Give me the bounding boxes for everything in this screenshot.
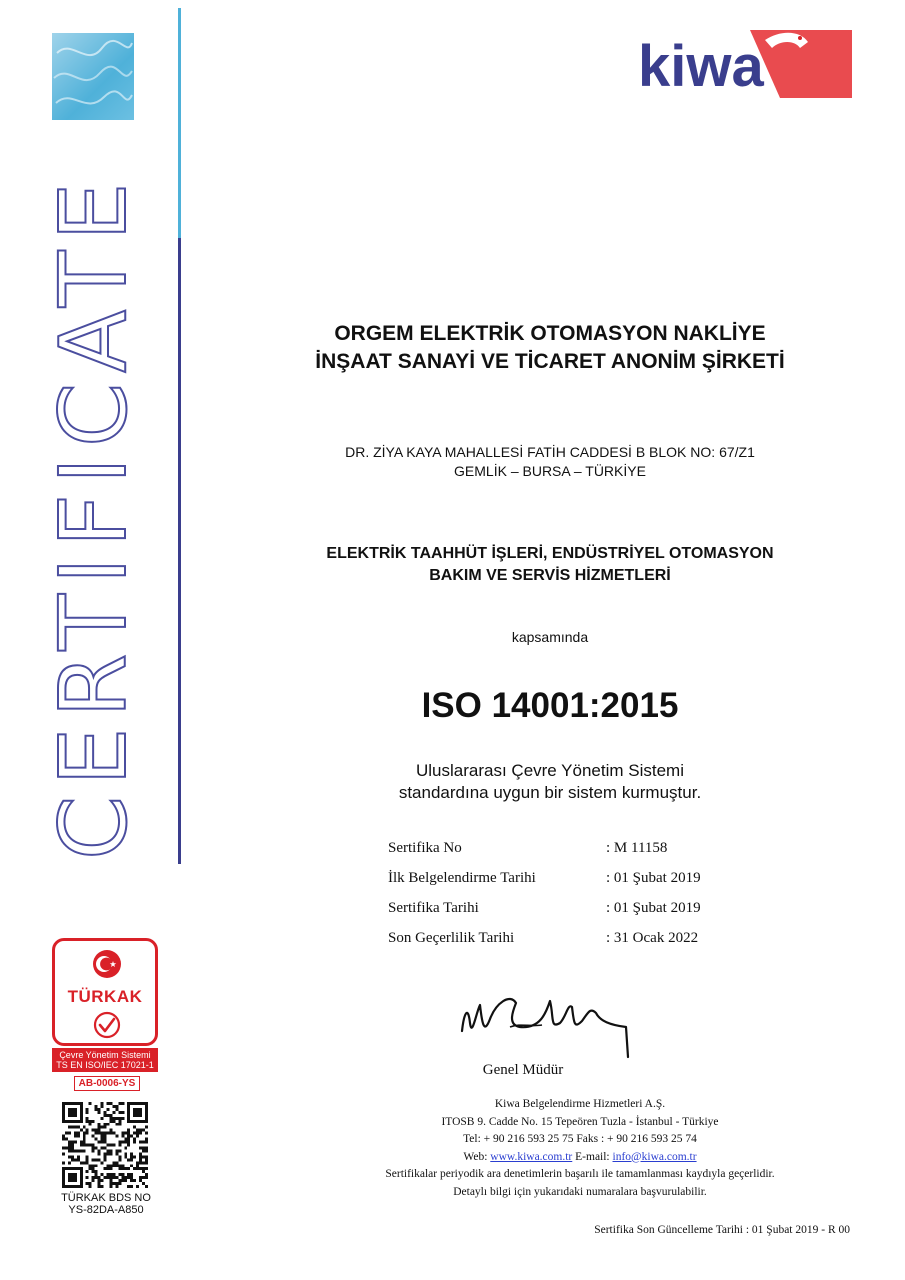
detail-value: : M 11158 — [606, 840, 668, 856]
qr-code-icon[interactable] — [62, 1102, 148, 1188]
signer-title: Genel Müdür — [482, 1062, 564, 1078]
detail-row-first-certification-date — [388, 870, 748, 890]
turkak-strip-line1: Çevre Yönetim Sistemi — [59, 1050, 151, 1060]
certificate-scope — [200, 543, 900, 587]
issuer-web-email — [300, 1149, 860, 1167]
detail-row-certificate-no — [388, 840, 748, 860]
issuer-note1: Sertifikalar periyodik ara denetimlerin başarılı ile tamamlanması kaydıyla geçerlidir. — [385, 1168, 775, 1180]
turkak-code: AB-0006-YS — [74, 1076, 140, 1091]
standard-desc-line1: Uluslararası Çevre Yönetim Sistemi — [416, 761, 684, 780]
kiwa-logo-text: kiwa — [638, 34, 764, 98]
email-link[interactable]: info@kiwa.com.tr — [612, 1150, 697, 1163]
address-line2: GEMLİK – BURSA – TÜRKİYE — [454, 463, 646, 479]
email-prefix: E-mail: — [575, 1150, 610, 1163]
issuer-note2: Detaylı bilgi için yukarıdaki numaralara başvurulabilir. — [453, 1185, 707, 1198]
turkak-strip-line2: TS EN ISO/IEC 17021-1 — [56, 1060, 154, 1070]
detail-value: : 01 Şubat 2019 — [606, 870, 701, 886]
scope-line1: ELEKTRİK TAAHHÜT İŞLERİ, ENDÜSTRİYEL OTOMASYON — [326, 545, 774, 562]
issuer-info — [300, 1096, 860, 1201]
turkak-badge — [52, 938, 158, 1046]
address-line1: DR. ZİYA KAYA MAHALLESİ FATİH CADDESİ B BLOK NO: 67/Z1 — [345, 444, 755, 460]
detail-label: İlk Belgelendirme Tarihi — [388, 870, 536, 886]
standard-desc-line2: standardına uygun bir sistem kurmuştur. — [398, 783, 702, 802]
detail-label: Sertifika No — [388, 840, 462, 856]
scope-word: kapsamında — [511, 629, 589, 645]
turkak-name: TÜRKAK — [67, 987, 143, 1006]
issuer-phone: Tel: + 90 216 593 25 75 Faks : + 90 216 593 25 74 — [463, 1133, 697, 1145]
issuer-name: Kiwa Belgelendirme Hizmetleri A.Ş. — [494, 1098, 666, 1110]
web-link[interactable]: www.kiwa.com.tr — [490, 1150, 573, 1163]
detail-label: Son Geçerlilik Tarihi — [388, 930, 515, 946]
kiwa-logo-mark — [630, 28, 855, 98]
signature-scribble-icon — [450, 983, 640, 1063]
web-prefix: Web: — [463, 1150, 488, 1163]
detail-value: : 01 Şubat 2019 — [606, 900, 701, 916]
qr-caption-line2: YS-82DA-A850 — [68, 1204, 144, 1216]
signature — [450, 983, 640, 1063]
detail-label: Sertifika Tarihi — [388, 900, 479, 916]
sidebar-divider-navy — [178, 238, 181, 864]
qr-caption — [46, 1192, 166, 1216]
sidebar-divider-teal — [178, 8, 181, 238]
company-address — [200, 443, 900, 481]
detail-row-expiry-date — [388, 930, 748, 950]
company-name-line2: İNŞAAT SANAYİ VE TİCARET ANONİM ŞİRKETİ — [315, 350, 785, 373]
issuer-address: ITOSB 9. Cadde No. 15 Tepeören Tuzla - İstanbul - Türkiye — [441, 1115, 719, 1128]
company-name-line1: ORGEM ELEKTRİK OTOMASYON NAKLİYE — [334, 322, 766, 345]
turkish-flag-icon — [92, 949, 122, 979]
scope-line2: BAKIM VE SERVİS HİZMETLERİ — [429, 567, 671, 584]
detail-value: : 31 Ocak 2022 — [606, 930, 699, 946]
turkak-accreditation-strip — [52, 1048, 158, 1072]
checkmark-icon — [93, 1011, 121, 1039]
standard-title: ISO 14001:2015 — [421, 686, 679, 725]
standard-description — [200, 760, 900, 804]
revision-info: Sertifika Son Güncelleme Tarihi : 01 Şubat 2019 - R 00 — [594, 1224, 850, 1236]
company-name — [200, 320, 900, 376]
vertical-title-text: CERTIFICATE — [40, 172, 147, 860]
decorative-blue-band — [52, 33, 134, 120]
kiwa-logo — [630, 28, 855, 98]
water-pattern-icon — [52, 33, 134, 120]
qr-caption-line1: TÜRKAK BDS NO — [61, 1192, 151, 1204]
detail-row-certificate-date — [388, 900, 748, 920]
